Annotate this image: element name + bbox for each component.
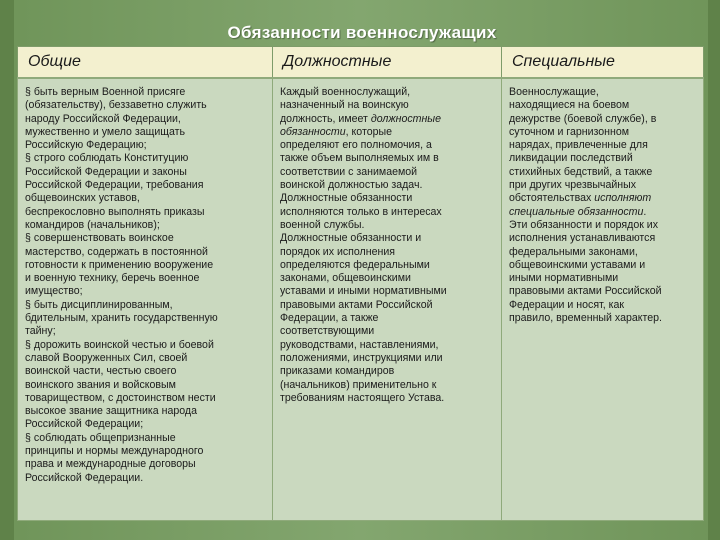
text-line: беспрекословно выполнять приказы xyxy=(25,205,205,218)
text-line: воинского звания и войсковым xyxy=(25,378,176,391)
text-line: Военнослужащие, xyxy=(509,86,599,98)
text-line: также объем выполняемых им в xyxy=(280,152,439,165)
text-fragment: обстоятельствах xyxy=(509,192,595,205)
cell-official-duties xyxy=(273,78,502,521)
text-line: славой Вооруженных Сил, своей xyxy=(25,351,188,364)
table-header-row xyxy=(18,47,704,79)
text-line: нарядах, привлеченные для xyxy=(509,139,648,152)
text-line: имущество; xyxy=(25,285,83,298)
text-line: законами, общевоинскими xyxy=(280,272,411,285)
text-line: товариществом, с достоинством нести xyxy=(25,391,216,404)
header-special: Специальные xyxy=(502,47,704,79)
text-line: исполняются только в интересах xyxy=(280,205,442,218)
duties-table xyxy=(17,46,704,521)
text-line: § быть верным Военной присяге xyxy=(25,86,186,98)
text-line: мужественно и умело защищать xyxy=(25,125,186,138)
text-line: Российской Федерации, требования xyxy=(25,179,204,192)
text-line: правовыми актами Российской xyxy=(280,298,433,311)
cell-general-duties xyxy=(18,78,273,521)
text-line: воинской должностью задач. xyxy=(280,179,423,192)
text-line: Федерации, а также xyxy=(280,312,379,325)
text-line: § быть дисциплинированным, xyxy=(25,298,173,311)
text-line: принципы и нормы международного xyxy=(25,445,204,458)
text-line: при других чрезвычайных xyxy=(509,179,637,192)
slide-title: Обязанности военнослужащих xyxy=(227,23,497,42)
text-line: народу Российской Федерации, xyxy=(25,112,181,125)
text-line: § дорожить воинской честью и боевой xyxy=(25,338,214,351)
italic-term: обязанности xyxy=(280,125,346,138)
text-line: требованиям настоящего Устава. xyxy=(280,391,445,404)
text-line: общевоинскими уставами и xyxy=(509,258,646,271)
text-line: права и международные договоры xyxy=(25,458,196,471)
text-line xyxy=(280,126,497,139)
text-line: (обязательству), беззаветно служить xyxy=(25,99,207,112)
text-line: и военную технику, беречь военное xyxy=(25,272,200,285)
text-line: соответствующими xyxy=(280,325,375,338)
text-fragment: , которые xyxy=(345,125,392,138)
text-line: дежурстве (боевой службе), в xyxy=(509,112,657,125)
text-line: Эти обязанности и порядок их xyxy=(509,218,659,231)
right-border-strip xyxy=(708,0,720,540)
text-line: правило, временный характер. xyxy=(509,312,662,325)
text-line xyxy=(280,113,497,126)
text-line: исполнения устанавливаются xyxy=(509,232,656,245)
text-line: Российскую Федерацию; xyxy=(25,139,147,152)
text-line: готовности к применению вооружение xyxy=(25,258,214,271)
italic-term: должностные xyxy=(370,112,441,125)
text-fragment: должность, имеет xyxy=(280,112,371,125)
text-line: федеральными законами, xyxy=(509,245,638,258)
text-line: Должностные обязанности xyxy=(280,192,413,205)
left-border-strip xyxy=(0,0,14,540)
text-line: Российской Федерации и законы xyxy=(25,165,187,178)
text-line: соответствии с занимаемой xyxy=(280,165,418,178)
text-line: § соблюдать общепризнанные xyxy=(25,431,176,444)
text-line: Каждый военнослужащий, xyxy=(280,86,411,98)
text-line: порядок их исполнения xyxy=(280,245,395,258)
text-line: общевоинских уставов, xyxy=(25,192,140,205)
text-line: командиров (начальников); xyxy=(25,218,160,231)
text-line: воинской части, честью своего xyxy=(25,365,177,378)
text-line: военной службы. xyxy=(280,218,365,231)
header-official: Должностные xyxy=(273,47,502,79)
text-line: бдительным, хранить государственную xyxy=(25,312,218,325)
text-line: Российской Федерации; xyxy=(25,418,144,431)
text-line xyxy=(509,206,699,219)
text-line: стихийных бедствий, а также xyxy=(509,165,653,178)
text-line: Российской Федерации. xyxy=(25,471,144,484)
text-line: мастерство, содержать в постоянной xyxy=(25,245,208,258)
text-line: (начальников) применительно к xyxy=(280,378,437,391)
italic-term: исполняют xyxy=(594,192,652,205)
cell-special-duties xyxy=(502,78,704,521)
text-line: тайну; xyxy=(25,325,56,338)
text-line: § совершенствовать воинское xyxy=(25,232,174,245)
text-line: суточном и гарнизонном xyxy=(509,125,630,138)
italic-term: специальные обязанности xyxy=(509,205,644,218)
table-body-row xyxy=(18,78,704,521)
text-line: уставами и иными нормативными xyxy=(280,285,447,298)
text-fragment: . xyxy=(643,205,647,218)
text-line: Федерации и носят, как xyxy=(509,298,625,311)
text-line: руководствами, наставлениями, xyxy=(280,338,439,351)
text-line: § строго соблюдать Конституцию xyxy=(25,152,189,165)
text-line: назначенный на воинскую xyxy=(280,99,409,112)
text-line: приказами командиров xyxy=(280,365,395,378)
text-line: Должностные обязанности и xyxy=(280,232,422,245)
text-line: высокое звание защитника народа xyxy=(25,405,197,418)
text-line: определяют его полномочия, а xyxy=(280,139,432,152)
text-line: находящиеся на боевом xyxy=(509,99,630,112)
text-line: положениями, инструкциями или xyxy=(280,351,443,364)
text-line: иными нормативными xyxy=(509,272,619,285)
text-line: правовыми актами Российской xyxy=(509,285,662,298)
text-line: определяются федеральными xyxy=(280,258,430,271)
text-line: ликвидации последствий xyxy=(509,152,633,165)
header-general: Общие xyxy=(18,47,273,79)
text-line xyxy=(509,192,699,205)
